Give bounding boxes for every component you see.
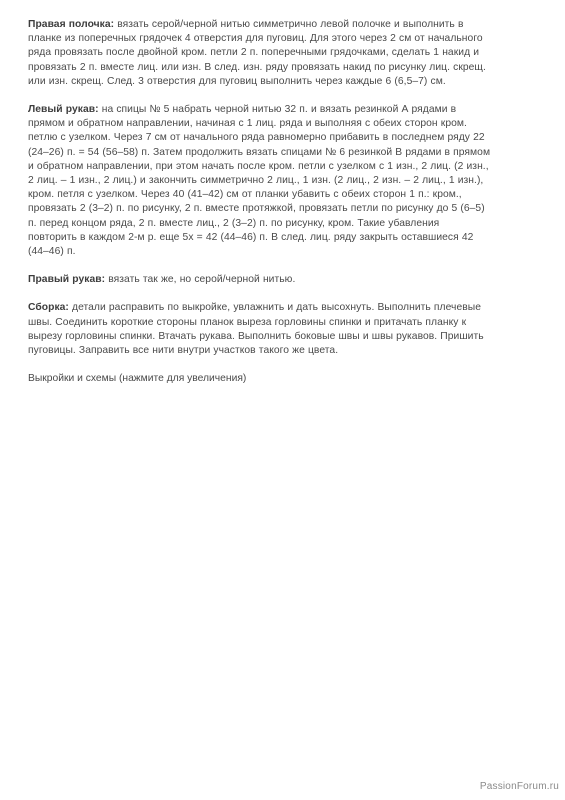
paragraph-heading: Правая полочка:	[28, 19, 115, 30]
paragraph-heading: Сборка:	[28, 302, 69, 314]
paragraph-line: ряда провязать после двойной кром. петли 2 п. поперечными грядочками, сделать 1 накид и	[28, 47, 480, 59]
paragraph-line: (24–26) п. = 54 (56–58) п. Затем продолжить вязать спицами № 6 резинкой В рядами в прямом	[28, 146, 491, 158]
paragraph-line	[28, 18, 538, 32]
paragraph-line: петлю с узелком. Через 7 см от начального ряда равномерно прибавить в последнем ряду 22	[28, 132, 485, 144]
paragraph-line: 2 лиц. – 1 изн., 2 лиц.) и закончить симметрично 2 лиц., 1 изн. (2 лиц., 2 изн. – 2 лиц., 1 изн.),	[28, 175, 484, 187]
paragraph-heading: Правый рукав:	[28, 274, 106, 286]
paragraph-right-front	[28, 18, 538, 89]
paragraph-text: на спицы № 5 набрать черной нитью 32 п. и вязать резинкой А рядами в	[98, 104, 457, 116]
paragraph-text: детали расправить по выкройке, увлажнить и дать высохнуть. Выполнить плечевые	[68, 302, 481, 314]
paragraph-line: провязать 2 (3–2) п. по рисунку, 2 п. вместе протяжкой, провязать петли по рисунку до 5 (6–5)	[28, 203, 485, 215]
paragraph-line: планке из поперечных грядочек 4 отверстия для пуговиц. Для этого через 2 см от начального	[28, 33, 483, 45]
paragraph-right-sleeve	[28, 273, 538, 287]
paragraph-line	[28, 103, 538, 117]
paragraph-line: кром. петля с узелком. Через 40 (41–42) см от планки убавить с обеих сторон 1 п.: кром.,	[28, 189, 462, 201]
paragraph-line: или изн. скрещ. След. 3 отверстия для пуговиц выполнить через каждые 6 (6,5–7) см.	[28, 75, 446, 87]
paragraph-line	[28, 273, 538, 287]
paragraph-line: (44–46) п.	[28, 246, 76, 258]
paragraph-text: вязать так же, но серой/черной нитью.	[105, 274, 296, 286]
paragraph-line: повторить в каждом 2-м р. еще 5х = 42 (44–46) п. В след. лиц. ряду закрыть оставшиеся 42	[28, 231, 474, 243]
paragraph-line: вырезу горловины спинки. Втачать рукава. Выполнить боковые швы и швы рукавов. Пришить	[28, 330, 484, 342]
paragraph-text: вязать серой/черной нитью симметрично левой полочке и выполнить в	[114, 19, 464, 30]
paragraph-assembly	[28, 301, 538, 358]
paragraph-line: швы. Соединить короткие стороны планок выреза горловины спинки и притачать планку к	[28, 316, 467, 328]
paragraph-line: п. перед концом ряда, 2 п. вместе лиц., 2 (3–2) п. по рисунку, кром. Такие убавления	[28, 217, 440, 229]
paragraph-line: провязать 2 п. вместе лиц. или изн. В след. изн. ряду провязать накид по рисунку лиц. скрещ.	[28, 61, 486, 73]
patterns-link[interactable]: Выкройки и схемы (нажмите для увеличения)	[28, 373, 247, 385]
paragraph-line: и обратном направлении, при этом начать после кром. петли с узелком с 1 изн., 2 лиц. (2 изн.,	[28, 160, 489, 172]
paragraph-line: прямом и обратном направлении, начиная с 1 лиц. ряда и выполняя с обеих сторон кром.	[28, 118, 467, 130]
paragraph-line: пуговицы. Заправить все нити внутри участков такого же цвета.	[28, 345, 339, 357]
watermark: PassionForum.ru	[479, 781, 559, 792]
paragraph-heading: Левый рукав:	[28, 104, 99, 116]
paragraph-line	[28, 301, 538, 315]
document-page	[28, 18, 538, 386]
paragraph-left-sleeve	[28, 103, 538, 259]
